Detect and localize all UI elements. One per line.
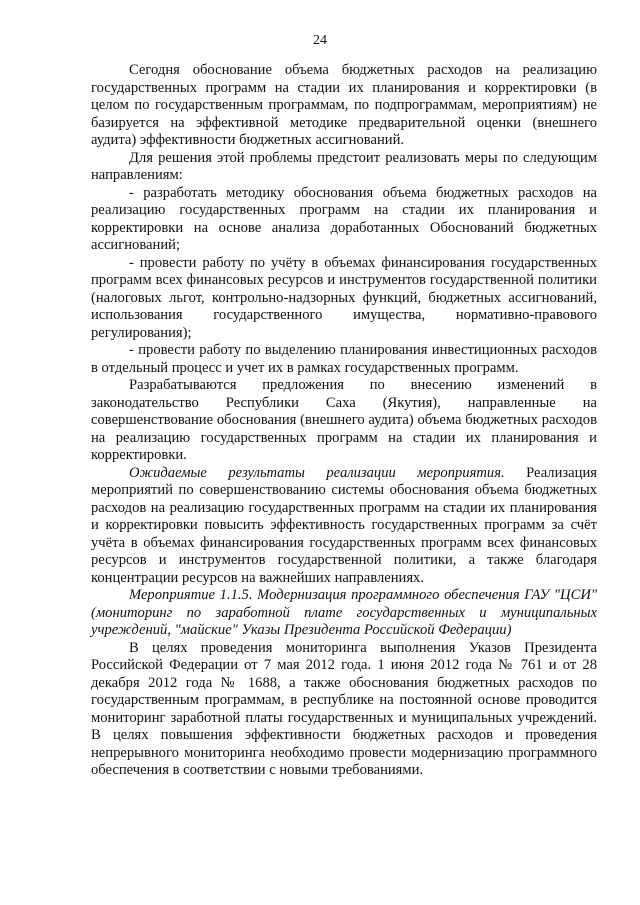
paragraph-monitoring: В целях проведения мониторинга выполнения Указов Президента Российской Федерации от 7 мая 2012 года. 1 июня 2012 года № 761 и от 28 декабря 2012 года № 1688, а также обоснования бюджетных расходов по государственным программам, в республике на постоянной основе проводится мониторинг заработной платы государственных и муниципальных учреждений. В целях повышения эффективности бюджетных расходов и проведения непрерывного мониторинга необходимо провести модернизацию программного обеспечения в соответствии с новыми требованиями. xyxy=(91,639,597,778)
expected-results-text: Реализация мероприятий по совершенствованию системы обоснования объема бюджетных расходов на реализацию государственных программ на стадии их планирования и корректировки повысить эффективность государственных программ за счёт учёта в объемах финансирования государственных программ всех финансовых ресурсов и инструментов государственной политики, а также благодаря концентрации ресурсов на важнейших направлениях. xyxy=(91,464,597,586)
list-item-financing-resources: - провести работу по учёту в объемах финансирования государственных программ всех финансовых ресурсов и инструментов государственной политики (налоговых льгот, контрольно-надзорных функций, бюджетных ассигнований, использования государственного имущества, нормативно-правового регулирования); xyxy=(91,254,597,341)
page-number: 24 xyxy=(313,33,327,48)
paragraph-budget-justification: Сегодня обоснование объема бюджетных расходов на реализацию государственных программ на стадии их планирования и корректировки (в целом по государственным программам, по подпрограммам, мероприятиям) не базируется на эффективной методике предварительной оценки (внешнего аудита) эффективности бюджетных ассигнований. xyxy=(91,62,597,148)
list-item-methodology: - разработать методику обоснования объема бюджетных расходов на реализацию государственных программ на стадии их планирования и корректировки на основе анализа доработанных Обоснований бюджетных ассигнований; xyxy=(91,184,597,253)
document-body xyxy=(91,62,597,780)
expected-results-lead: Ожидаемые результаты реализации мероприятия. xyxy=(129,464,505,481)
paragraph-legislation-proposals: Разрабатываются предложения по внесению изменений в законодательство Республики Саха (Якутия), направленные на совершенствование обоснования (внешнего аудита) объема бюджетных расходов на реализацию государственных программ на стадии их планирования и корректировки. xyxy=(91,377,597,463)
measure-heading: Мероприятие 1.1.5. Модернизация программного обеспечения ГАУ "ЦСИ" (мониторинг по заработной плате государственных и муниципальных учреждений, "майские" Указы Президента Российской Федерации) xyxy=(91,587,597,638)
paragraph-measures-intro: Для решения этой проблемы предстоит реализовать меры по следующим направлениям: xyxy=(91,149,597,183)
paragraph-expected-results xyxy=(91,465,597,588)
list-item-investment-planning: - провести работу по выделению планирования инвестиционных расходов в отдельный процесс и учет их в рамках государственных программ. xyxy=(91,342,597,376)
